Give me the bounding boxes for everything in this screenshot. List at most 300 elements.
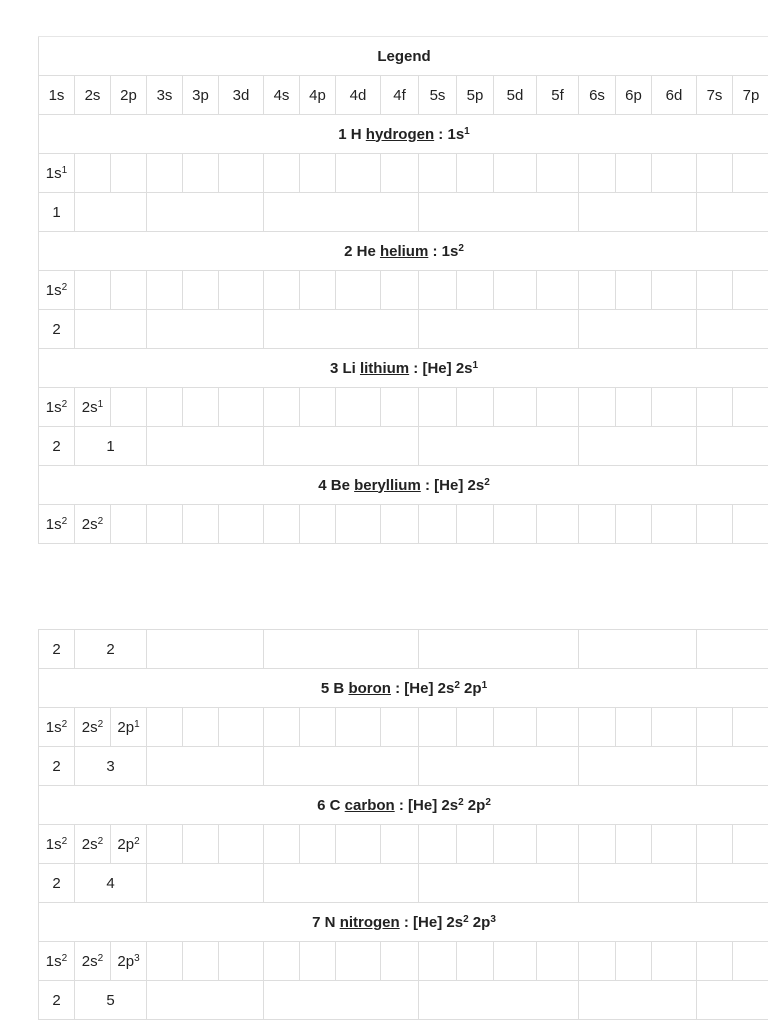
orbital-label: 1s (45, 952, 62, 970)
orbital-cell (494, 708, 537, 747)
config-text: [He] 2s (404, 679, 455, 697)
element-title-row (39, 349, 768, 388)
orbital-cell (147, 271, 183, 310)
orbital-cell (111, 271, 147, 310)
orbital-label: 1s (45, 281, 62, 299)
legend-orbital-3s: 3s (147, 76, 183, 115)
orbital-cell (336, 154, 381, 193)
config-superscript: 2 (463, 913, 469, 925)
orbital-cell (336, 825, 381, 864)
orbital-cell (183, 388, 219, 427)
orbital-cell (494, 154, 537, 193)
shell-count-cell (75, 310, 147, 349)
config-text: [He] 2s (408, 796, 459, 814)
orbital-cell (75, 388, 111, 427)
orbital-cell (336, 505, 381, 544)
orbital-cell (381, 505, 419, 544)
orbital-cell (75, 708, 111, 747)
orbital-cell (381, 825, 419, 864)
orbital-cell (537, 154, 579, 193)
orbital-cell (264, 825, 300, 864)
config-superscript: 3 (490, 913, 496, 925)
shell-count-cell (697, 193, 768, 232)
electron-configuration-table (38, 36, 768, 544)
element-name-link[interactable]: helium (379, 242, 429, 260)
shell-count-row (39, 747, 768, 786)
config-superscript: 1 (464, 125, 470, 137)
shell-count-cell (419, 427, 579, 466)
config-text: 2p (459, 679, 482, 697)
shell-count-cell (697, 310, 768, 349)
shell-count-cell (419, 981, 579, 1020)
atomic-number: 5 (320, 679, 330, 697)
config-superscript: 2 (458, 242, 464, 254)
orbital-cell (219, 708, 264, 747)
orbital-fill-row (39, 505, 768, 544)
orbital-cell (537, 708, 579, 747)
orbital-cell (494, 388, 537, 427)
config-superscript: 2 (485, 796, 491, 808)
orbital-cell (733, 942, 768, 981)
orbital-cell (39, 708, 75, 747)
orbital-cell (219, 825, 264, 864)
orbital-cell (733, 154, 768, 193)
orbital-cell (111, 388, 147, 427)
orbital-cell (75, 271, 111, 310)
shell-count-cell: 2 (75, 630, 147, 669)
element-title-boron: 5 B boron : [He] $2s^2$ $2p^1$ (39, 669, 768, 708)
orbital-cell (300, 825, 336, 864)
shell-count-cell (264, 981, 419, 1020)
orbital-cell (219, 271, 264, 310)
shell-count-cell (579, 864, 697, 903)
orbital-cell (111, 505, 147, 544)
orbital-cell (300, 154, 336, 193)
orbital-cell (616, 505, 652, 544)
element-symbol: He (356, 242, 376, 260)
orbital-cell (183, 825, 219, 864)
orbital-cell (537, 388, 579, 427)
shell-count-cell (697, 747, 768, 786)
orbital-label: 1s (45, 515, 62, 533)
orbital-cell (697, 942, 733, 981)
element-title-hydrogen: 1 H hydrogen : $1s^1$ (39, 115, 768, 154)
orbital-cell (147, 942, 183, 981)
shell-count-cell (147, 310, 264, 349)
orbital-electrons: 1 (134, 718, 140, 730)
element-title-row (39, 786, 768, 825)
orbital-cell (733, 505, 768, 544)
shell-count-cell (264, 427, 419, 466)
legend-orbital-3d: 3d (219, 76, 264, 115)
orbital-cell (494, 942, 537, 981)
orbital-cell (457, 708, 494, 747)
shell-count-cell (419, 864, 579, 903)
shell-count-cell (264, 630, 419, 669)
legend-title: Legend (39, 37, 768, 76)
shell-count-row (39, 427, 768, 466)
orbital-cell (697, 271, 733, 310)
legend-orbital-5f: 5f (537, 76, 579, 115)
shell-count-cell (147, 864, 264, 903)
orbital-cell (300, 708, 336, 747)
orbital-cell (419, 825, 457, 864)
orbital-electrons: 3 (134, 952, 140, 964)
orbital-cell (264, 271, 300, 310)
shell-count-cell (419, 630, 579, 669)
orbital-cell (537, 505, 579, 544)
legend-orbital-7s: 7s (697, 76, 733, 115)
element-symbol: Li (342, 359, 356, 377)
element-title-lithium: 3 Li lithium : [He] $2s^1$ (39, 349, 768, 388)
shell-count-cell (579, 630, 697, 669)
config-text: [He] 2s (422, 359, 473, 377)
orbital-electrons: 2 (134, 835, 140, 847)
orbital-fill-row (39, 154, 768, 193)
orbital-cell (381, 154, 419, 193)
element-title-row (39, 232, 768, 271)
orbital-cell (652, 154, 697, 193)
orbital-cell (264, 154, 300, 193)
orbital-cell (264, 505, 300, 544)
shell-count-cell (264, 193, 419, 232)
orbital-cell (147, 154, 183, 193)
shell-count-cell (419, 193, 579, 232)
orbital-cell (39, 505, 75, 544)
orbital-cell (652, 708, 697, 747)
shell-count-cell (579, 427, 697, 466)
legend-orbital-6s: 6s (579, 76, 616, 115)
orbital-cell (219, 154, 264, 193)
legend-orbital-1s: 1s (39, 76, 75, 115)
shell-count-cell (147, 630, 264, 669)
orbital-cell (300, 388, 336, 427)
orbital-cell (39, 154, 75, 193)
orbital-cell (39, 271, 75, 310)
element-title-nitrogen: 7 N nitrogen : [He] $2s^2$ $2p^3$ (39, 903, 768, 942)
orbital-cell (616, 708, 652, 747)
shell-count-cell (147, 747, 264, 786)
orbital-cell (579, 825, 616, 864)
orbital-label: 2s (81, 952, 98, 970)
element-title-row (39, 466, 768, 505)
orbital-fill-row (39, 271, 768, 310)
legend-orbitals-row (39, 76, 768, 115)
orbital-cell (457, 271, 494, 310)
orbital-cell (264, 388, 300, 427)
orbital-cell (147, 825, 183, 864)
orbital-fill-row (39, 942, 768, 981)
shell-count-cell (264, 864, 419, 903)
orbital-cell (652, 825, 697, 864)
element-symbol: B (333, 679, 345, 697)
orbital-cell (457, 388, 494, 427)
orbital-cell (733, 388, 768, 427)
orbital-cell (457, 942, 494, 981)
orbital-cell (147, 388, 183, 427)
orbital-label: 2s (81, 398, 98, 416)
shell-count-cell (697, 864, 768, 903)
orbital-cell (697, 505, 733, 544)
orbital-cell (697, 388, 733, 427)
orbital-cell (381, 388, 419, 427)
shell-count-cell: 3 (75, 747, 147, 786)
shell-count-row (39, 864, 768, 903)
orbital-cell (494, 505, 537, 544)
shell-count-row (39, 310, 768, 349)
orbital-label: 2s (81, 835, 98, 853)
element-name-link[interactable]: hydrogen (365, 125, 435, 143)
orbital-cell (494, 825, 537, 864)
shell-count-cell (697, 981, 768, 1020)
orbital-label: 1s (45, 398, 62, 416)
atomic-number: 2 (344, 242, 353, 260)
orbital-cell (733, 708, 768, 747)
orbital-label: 2p (117, 718, 135, 736)
orbital-cell (147, 505, 183, 544)
orbital-cell (39, 825, 75, 864)
shell-count-cell (75, 193, 147, 232)
orbital-label: 1s (45, 835, 62, 853)
legend-orbital-5s: 5s (419, 76, 457, 115)
orbital-cell (457, 154, 494, 193)
shell-count-cell (419, 747, 579, 786)
orbital-cell (616, 271, 652, 310)
config-superscript: 2 (484, 476, 490, 488)
legend-orbital-4p: 4p (300, 76, 336, 115)
element-name-link[interactable]: beryllium (354, 476, 421, 494)
orbital-fill-row (39, 388, 768, 427)
orbital-cell (183, 505, 219, 544)
legend-orbital-5d: 5d (494, 76, 537, 115)
shell-count-cell (147, 193, 264, 232)
orbital-fill-row (39, 825, 768, 864)
legend-orbital-5p: 5p (457, 76, 494, 115)
orbital-cell (537, 271, 579, 310)
orbital-cell (264, 942, 300, 981)
orbital-cell (75, 942, 111, 981)
shell-count-row (39, 981, 768, 1020)
shell-count-cell: 2 (39, 630, 75, 669)
orbital-cell (579, 708, 616, 747)
orbital-cell (652, 942, 697, 981)
orbital-cell (697, 154, 733, 193)
shell-count-cell (147, 427, 264, 466)
config-text: 2p (463, 796, 486, 814)
orbital-cell (616, 388, 652, 427)
orbital-cell (579, 388, 616, 427)
legend-orbital-6p: 6p (616, 76, 652, 115)
element-name-link[interactable]: nitrogen (339, 913, 400, 931)
orbital-cell (264, 708, 300, 747)
orbital-cell (652, 505, 697, 544)
orbital-cell (697, 708, 733, 747)
shell-count-cell (579, 193, 697, 232)
element-name-link[interactable]: carbon (344, 796, 395, 814)
orbital-electrons: 2 (61, 835, 68, 847)
shell-count-cell: 2 (39, 864, 75, 903)
element-name-link[interactable]: lithium (359, 359, 410, 377)
orbital-cell (457, 505, 494, 544)
orbital-cell (419, 271, 457, 310)
orbital-cell (336, 708, 381, 747)
element-title-row (39, 669, 768, 708)
orbital-cell (579, 505, 616, 544)
orbital-cell (336, 942, 381, 981)
orbital-cell (652, 271, 697, 310)
orbital-cell (381, 271, 419, 310)
legend-orbital-2s: 2s (75, 76, 111, 115)
table-page-1 (38, 36, 768, 544)
orbital-electrons: 2 (61, 952, 68, 964)
orbital-cell (336, 388, 381, 427)
orbital-cell (419, 942, 457, 981)
config-text: 1s (447, 125, 465, 143)
orbital-cell (381, 942, 419, 981)
orbital-cell (579, 271, 616, 310)
orbital-electrons: 2 (61, 515, 68, 527)
shell-count-cell (147, 981, 264, 1020)
orbital-cell (183, 708, 219, 747)
element-name-link[interactable]: boron (348, 679, 391, 697)
orbital-cell (419, 154, 457, 193)
orbital-cell (381, 708, 419, 747)
shell-count-cell (419, 310, 579, 349)
config-text: 2p (468, 913, 491, 931)
config-superscript: 2 (454, 679, 460, 691)
orbital-cell (111, 154, 147, 193)
atomic-number: 3 (329, 359, 339, 377)
orbital-cell (419, 388, 457, 427)
shell-count-cell: 2 (39, 427, 75, 466)
shell-count-cell: 1 (75, 427, 147, 466)
legend-orbital-4d: 4d (336, 76, 381, 115)
element-symbol: Be (330, 476, 350, 494)
orbital-label: 2s (81, 515, 98, 533)
orbital-electrons: 2 (61, 398, 68, 410)
atomic-number: 4 (318, 476, 327, 494)
element-title-row (39, 903, 768, 942)
shell-count-cell: 5 (75, 981, 147, 1020)
legend-orbital-3p: 3p (183, 76, 219, 115)
legend-orbital-6d: 6d (652, 76, 697, 115)
config-text: [He] 2s (413, 913, 464, 931)
orbital-fill-row (39, 708, 768, 747)
orbital-label: 2p (117, 835, 135, 853)
orbital-electrons: 1 (61, 164, 68, 176)
shell-count-cell (579, 747, 697, 786)
orbital-cell (697, 825, 733, 864)
orbital-cell (579, 154, 616, 193)
orbital-cell (419, 505, 457, 544)
atomic-number: 1 (338, 125, 347, 143)
orbital-cell (219, 942, 264, 981)
orbital-cell (616, 154, 652, 193)
orbital-cell (111, 942, 147, 981)
orbital-cell (300, 505, 336, 544)
table-page-2 (38, 629, 768, 1020)
orbital-label: 2p (117, 952, 135, 970)
shell-count-cell (697, 427, 768, 466)
orbital-electrons: 2 (97, 835, 104, 847)
shell-count-cell: 2 (39, 747, 75, 786)
orbital-cell (39, 942, 75, 981)
orbital-cell (457, 825, 494, 864)
orbital-cell (733, 271, 768, 310)
orbital-electrons: 2 (97, 718, 104, 730)
legend-orbital-4s: 4s (264, 76, 300, 115)
element-symbol: C (329, 796, 341, 814)
orbital-cell (75, 505, 111, 544)
element-symbol: H (350, 125, 362, 143)
shell-count-cell: 2 (39, 981, 75, 1020)
orbital-cell (75, 154, 111, 193)
orbital-cell (39, 388, 75, 427)
orbital-cell (616, 825, 652, 864)
shell-count-cell (579, 310, 697, 349)
orbital-electrons: 2 (61, 718, 68, 730)
orbital-cell (219, 505, 264, 544)
legend-orbital-4f: 4f (381, 76, 419, 115)
orbital-label: 2s (81, 718, 98, 736)
element-symbol: N (324, 913, 336, 931)
element-title-carbon: 6 C carbon : [He] $2s^2$ $2p^2$ (39, 786, 768, 825)
orbital-cell (111, 825, 147, 864)
shell-count-cell (579, 981, 697, 1020)
orbital-cell (579, 942, 616, 981)
shell-count-cell: 1 (39, 193, 75, 232)
orbital-electrons: 2 (61, 281, 68, 293)
atomic-number: 7 (312, 913, 321, 931)
orbital-cell (652, 388, 697, 427)
orbital-cell (147, 708, 183, 747)
shell-count-cell (264, 747, 419, 786)
orbital-cell (300, 942, 336, 981)
shell-count-cell: 2 (39, 310, 75, 349)
orbital-electrons: 2 (97, 515, 104, 527)
legend-orbital-2p: 2p (111, 76, 147, 115)
legend-orbital-7p: 7p (733, 76, 768, 115)
orbital-electrons: 1 (97, 398, 104, 410)
config-superscript: 2 (458, 796, 464, 808)
orbital-label: 1s (45, 718, 62, 736)
shell-count-row (39, 193, 768, 232)
orbital-cell (75, 825, 111, 864)
orbital-cell (183, 942, 219, 981)
orbital-cell (300, 271, 336, 310)
orbital-cell (494, 271, 537, 310)
config-text: 1s (441, 242, 459, 260)
orbital-electrons: 2 (97, 952, 104, 964)
orbital-cell (111, 708, 147, 747)
orbital-cell (537, 825, 579, 864)
orbital-cell (336, 271, 381, 310)
config-text: [He] 2s (434, 476, 485, 494)
orbital-cell (219, 388, 264, 427)
orbital-cell (183, 271, 219, 310)
orbital-cell (419, 708, 457, 747)
orbital-cell (616, 942, 652, 981)
orbital-cell (537, 942, 579, 981)
element-title-beryllium: 4 Be beryllium : [He] $2s^2$ (39, 466, 768, 505)
shell-count-cell: 4 (75, 864, 147, 903)
electron-configuration-table-continued (38, 629, 768, 1020)
orbital-cell (183, 154, 219, 193)
orbital-cell (733, 825, 768, 864)
shell-count-cell (697, 630, 768, 669)
config-superscript: 1 (472, 359, 479, 371)
shell-count-row (39, 630, 768, 669)
